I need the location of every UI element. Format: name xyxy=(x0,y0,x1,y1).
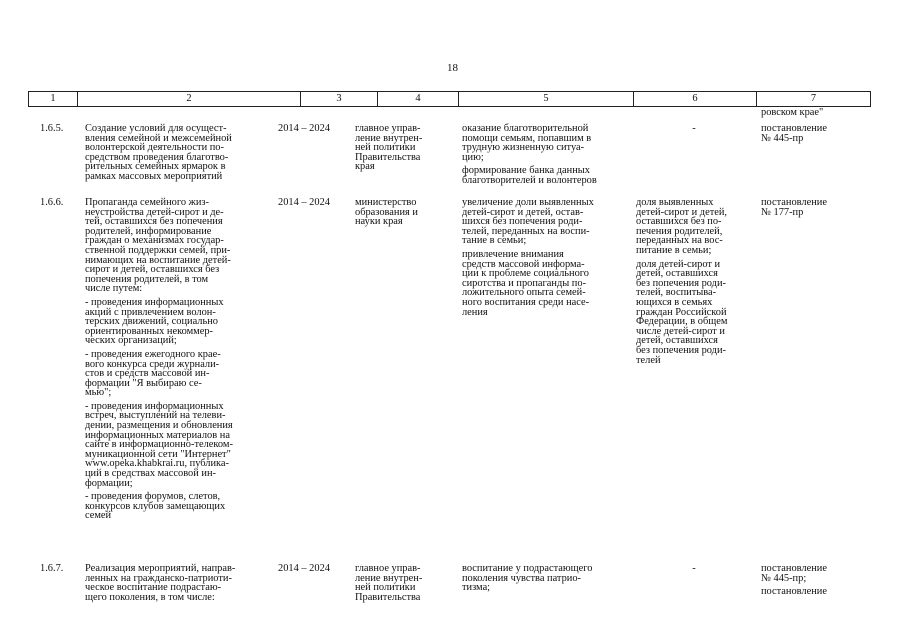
expected-results: воспитание у подрастающего поколения чувства патрио- тизма; xyxy=(462,563,593,594)
sub-item: - проведения информационных встреч, выступлений на телеви- дении, размещения и обновления информационных материалов на сайте в информационно-телеком- муникационной сети "Интернет" www.opeka.khabkrai.ru, публика- ций в средствах массовой ин- формации; xyxy=(85,400,233,489)
header-col-3: 3 xyxy=(301,92,378,106)
header-col-7: 7 xyxy=(810,93,817,104)
sub-item: - проведения ежегодного крае- вого конкурса среди журнали- стов и средств массовой ин- формации "Я выбираю се- мью"; xyxy=(85,348,221,399)
measure-description: Создание условий для осущест- вления семейной и межсемейной волонтерской деятельности по- средством проведения благотво- рительных семейных ярмарок в рамках массовых мероприятий xyxy=(85,123,232,182)
table-header xyxy=(28,91,871,107)
row-number: 1.6.7. xyxy=(40,563,64,574)
executor: министерство образования и науки края xyxy=(355,197,418,228)
expected-results: увеличение доли выявленных детей-сирот и детей, остав- шихся без попечения роди- телей, переданных на воспи- тание в семьи; привлечение внимания средств массовой информа- ции к проблеме социального сиротства и пропаганды по- ложительного опыта семей- ного воспитания среди насе- ления xyxy=(462,197,594,318)
years: 2014 – 2024 xyxy=(278,197,330,208)
executor: главное управ- ление внутрен- ней политики Правительства края xyxy=(355,123,423,173)
sub-item: - проведения информационных акций с привлечением волон- терских движений, социально ориентированных некоммер- ческих организаций; xyxy=(85,296,224,347)
header-col-2: 2 xyxy=(78,92,301,106)
executor: главное управ- ление внутрен- ней политики Правительства xyxy=(355,563,423,603)
header-col-6: 6 xyxy=(634,92,757,106)
indicators: - xyxy=(692,563,696,574)
row-number: 1.6.6. xyxy=(40,197,64,208)
row-number: 1.6.5. xyxy=(40,123,64,134)
measure-description: Реализация мероприятий, направ- ленных на гражданско-патриоти- ческое воспитание подрастаю- щего поколения, в том числе: xyxy=(85,563,236,603)
carryover-text: ровском крае" xyxy=(761,107,824,118)
header-col-4: 4 xyxy=(378,92,459,106)
years: 2014 – 2024 xyxy=(278,563,330,574)
page-number: 18 xyxy=(447,62,458,74)
measure-description: Пропаганда семейного жиз- неустройства детей-сирот и де- тей, оставшихся без попечения родителей, информирование граждан о механизмах государ- ственной поддержки семей, при- нимающих на воспитание детей- сирот и детей, оставшихся без попечения родителей, в том числе путем: - проведения информационных акций с привлечением волон- терских движений, социально ориентированных некоммер- ческих организаций; - проведения ежегодного крае- вого конкурса среди журнали- стов и средств массовой ин- формации "Я выбираю се- мью"; - проведения информационных встреч, выступлений на телеви- дении, размещения и обновления информационных материалов на сайте в информационно-телеком- муникационной сети "Интернет" www.opeka.khabkrai.ru, публика- ций в средствах массовой ин- формации; - проведения форумов, слетов, конкурсов клубов замещающих семей xyxy=(85,198,275,525)
legal-document: постановление № 177-пр xyxy=(761,197,827,218)
header-col-1: 1 xyxy=(29,92,78,106)
legal-document: постановление № 445-пр; постановление xyxy=(761,563,827,598)
legal-document: постановление № 445-пр xyxy=(761,123,827,144)
sub-item: - проведения форумов, слетов, конкурсов клубов замещающих семей xyxy=(85,491,226,522)
indicators: - xyxy=(692,123,696,134)
years: 2014 – 2024 xyxy=(278,123,330,134)
indicators: доля выявленных детей-сирот и детей, оставшихся без по- печения родителей, переданных на вос- питание в семьи; доля детей-сирот и детей, оставшихся без попечения роди- телей, воспитыва- ющихся в семьях граждан Российской Федерации, в общем числе детей-сирот и детей, оставшихся без попечения роди- телей xyxy=(636,197,728,366)
header-col-5: 5 xyxy=(459,92,634,106)
expected-results: оказание благотворительной помощи семьям, попавшим в трудную жизненную ситуа- цию; формирование банка данных благотворителей и волонтеров xyxy=(462,123,597,186)
